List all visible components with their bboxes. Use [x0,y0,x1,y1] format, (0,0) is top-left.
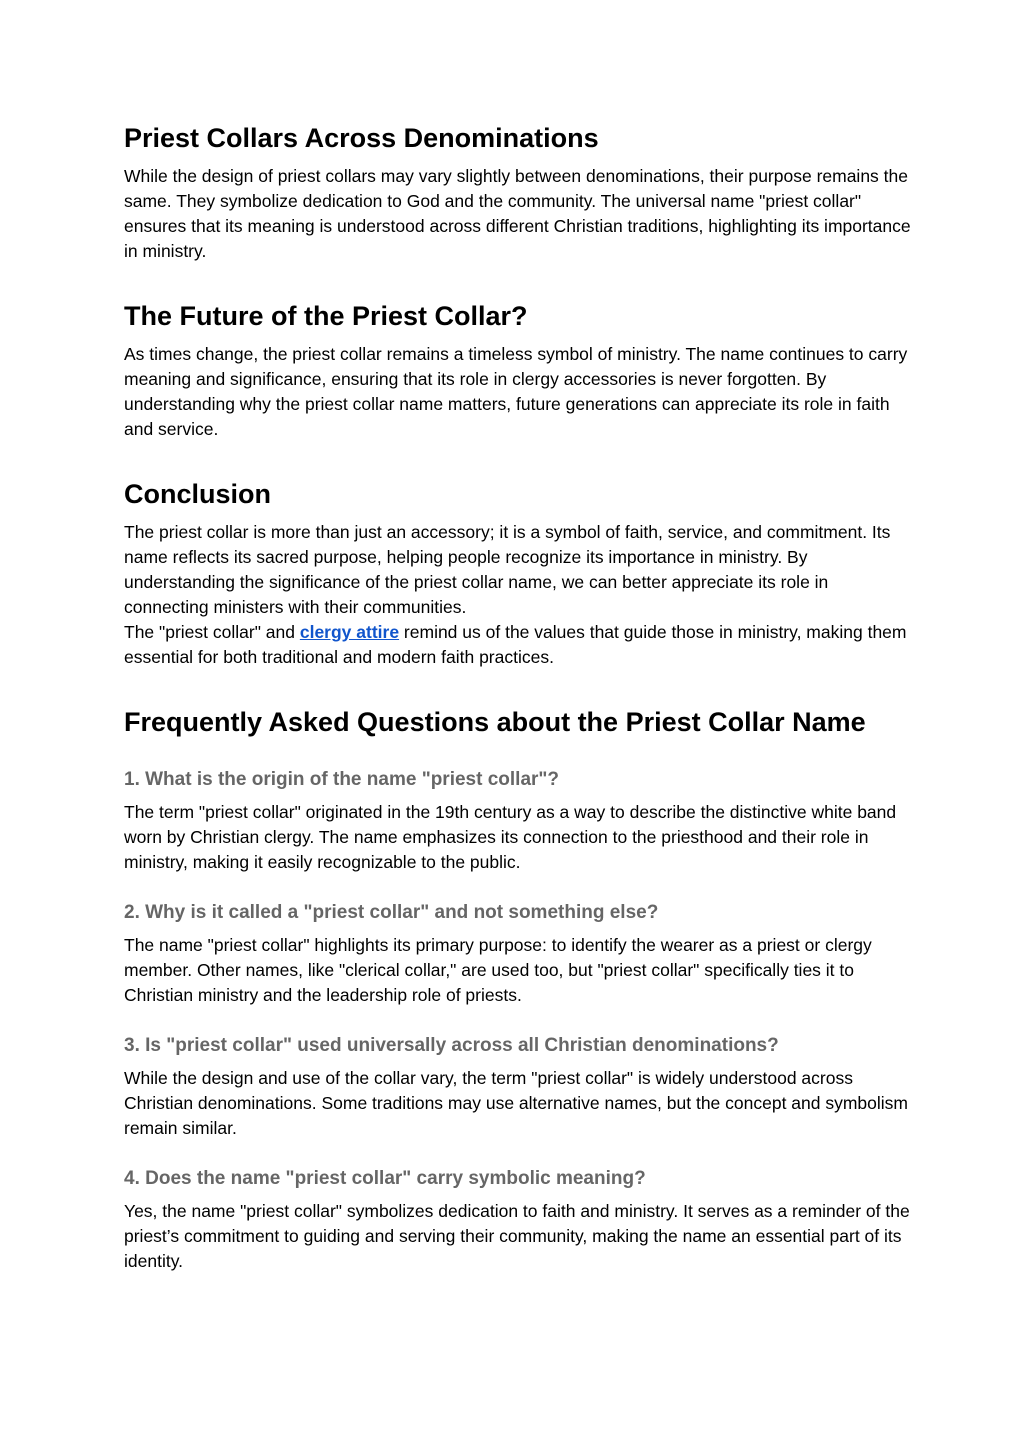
paragraph-text: remind us of the values that guide those in ministry, making them essential for both traditional and modern faith practices. [124,622,907,667]
section-heading: Conclusion [124,479,271,509]
section-conclusion [124,474,914,670]
section-denominations [124,118,914,264]
faq-item [124,766,914,875]
faq-question: 3. Is "priest collar" used universally across all Christian denominations? [124,1035,779,1056]
document-page [124,118,914,1298]
section-future [124,296,914,442]
section-heading: Priest Collars Across Denominations [124,123,599,153]
paragraph-text: The "priest collar" and [124,622,300,642]
faq-item [124,1165,914,1274]
faq-answer: While the design and use of the collar vary, the term "priest collar" is widely understood across Christian denominations. Some traditions may use alternative names, but the concept and symbolism remain similar. [124,1068,909,1138]
section-heading: The Future of the Priest Collar? [124,301,528,331]
faq-heading: Frequently Asked Questions about the Priest Collar Name [124,707,866,737]
faq-answer: The name "priest collar" highlights its primary purpose: to identify the wearer as a priest or clergy member. Other names, like "clerical collar," are used too, but "priest collar" specifically ties it to Christian ministry and the leadership role of priests. [124,935,872,1005]
faq-question: 4. Does the name "priest collar" carry symbolic meaning? [124,1168,646,1189]
faq-answer: Yes, the name "priest collar" symbolizes dedication to faith and ministry. It serves as a reminder of the priest’s commitment to guiding and serving their community, making the name an essential part of its identity. [124,1201,910,1271]
faq-question: 2. Why is it called a "priest collar" and not something else? [124,902,659,923]
faq-item [124,899,914,1008]
faq-question: 1. What is the origin of the name "priest collar"? [124,769,560,790]
faq-section [124,702,914,1274]
section-paragraph: While the design of priest collars may vary slightly between denominations, their purpose remains the same. They symbolize dedication to God and the community. The universal name "priest collar" ensures that its meaning is understood across different Christian traditions, highlighting its importance in ministry. [124,166,911,261]
section-paragraph: As times change, the priest collar remains a timeless symbol of ministry. The name continues to carry meaning and significance, ensuring that its role in clergy accessories is never forgotten. By understanding why the priest collar name matters, future generations can appreciate its role in faith and service. [124,344,908,439]
faq-answer: The term "priest collar" originated in the 19th century as a way to describe the distinctive white band worn by Christian clergy. The name emphasizes its connection to the priesthood and their role in ministry, making it easily recognizable to the public. [124,802,897,872]
clergy-attire-link[interactable]: clergy attire [299,622,400,642]
faq-item [124,1032,914,1141]
section-paragraph: The priest collar is more than just an accessory; it is a symbol of faith, service, and commitment. Its name reflects its sacred purpose, helping people recognize its importance in ministry. By understanding the significance of the priest collar name, we can better appreciate its role in connecting ministers with their communities. [124,522,891,617]
section-paragraph-with-link [124,620,914,670]
